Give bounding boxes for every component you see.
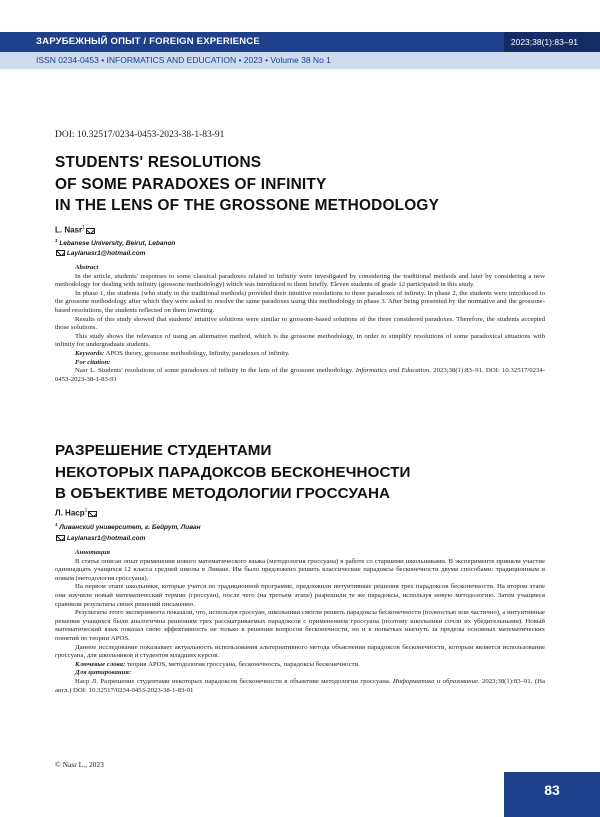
keywords <box>55 661 545 670</box>
english-affiliation <box>55 238 175 247</box>
citation-code-box <box>504 32 600 52</box>
english-author <box>55 225 95 235</box>
page-number: 83 <box>544 782 560 798</box>
author-sup: 1 <box>82 225 85 231</box>
keywords-label: Ключевые слова: <box>75 660 126 668</box>
abstract-label: Аннотация <box>75 549 110 556</box>
abstract-paragraph: Results of this study showed that students' intuitive solutions were similar to grossone-based solutions of the three considered paradoxes. Therefore, the students accepted those solutions. <box>55 315 545 332</box>
journal-section: ЗАРУБЕЖНЫЙ ОПЫТ / FOREIGN EXPERIENCE <box>36 36 260 47</box>
russian-abstract <box>55 549 545 695</box>
citation <box>55 367 545 384</box>
citation-text: Nasr L. Students' resolutions of some paradoxes of infinity in the lens of the grossone methodology. <box>75 367 354 375</box>
affiliation-sup: 1 <box>55 238 58 243</box>
affiliation-text: Ливанский университет, г. Бейрут, Ливан <box>59 524 201 532</box>
title-line: РАЗРЕШЕНИЕ СТУДЕНТАМИ <box>55 442 272 459</box>
issn-line: ISSN 0234-0453 • INFORMATICS AND EDUCATION • 2023 • Volume 38 No 1 <box>36 55 331 65</box>
affiliation-sup: 1 <box>55 522 58 527</box>
envelope-icon <box>56 250 65 256</box>
abstract-paragraph: In the article, students' responses to some classical paradoxes related to infinity were investigated by considering the traditional methods and later by considering a new methodology for dealing with infinity (grossone methodology) which was introduced to them briefly. Eleven students of grade 12 participated in this study. <box>55 272 545 289</box>
doi: DOI: 10.32517/0234-0453-2023-38-1-83-91 <box>55 130 225 140</box>
email-text: Laylanasr1@hotmail.com <box>66 535 146 542</box>
keywords <box>55 350 545 359</box>
abstract-label: Abstract <box>75 264 99 271</box>
title-line: IN THE LENS OF THE GROSSONE METHODOLOGY <box>55 197 440 214</box>
email-text: Laylanasr1@hotmail.com <box>66 250 146 257</box>
envelope-icon <box>86 228 95 234</box>
russian-affiliation <box>55 522 201 531</box>
english-email <box>55 250 145 257</box>
abstract-paragraph: Данное исследование показывает актуальность использования альтернативного метода объяснения парадоксов бесконечности, которым является использование гроссуана, для школьников и студентов младших курсов. <box>55 643 545 660</box>
citation-tail: . 2023;38(1):83–91. (На англ.) DOI: 10.32517/0234-0453-2023-38-1-83-91 <box>55 677 545 694</box>
keywords-text: APOS theory, grossone methodology, Infinity, paradoxes of infinity. <box>105 349 290 357</box>
citation-label: Для цитирования: <box>75 669 132 677</box>
abstract-paragraph: На первом этапе школьники, которые учатся по традиционной программе, предложили интуитивные решения трех парадоксов бесконечности. На втором этапе они изучили новый математический термин (гроссуан), после чего (на третьем этапе) разрешили те же парадоксы, используя новую методологию. Затем учащиеся сравнили результаты своих решений письменно. <box>55 583 545 608</box>
abstract-paragraph: В статье описан опыт применения нового математического языка (методология гроссуана) в работе со старшими школьниками. В эксперименте приняли участие одиннадцать учащихся 12 класса средней школы в Ливане. Им было предложено решить классические парадоксы бесконечности двумя способами: традиционным и новым (методология гроссуана). <box>55 557 545 582</box>
abstract-paragraph: In phase 1, the students (who study in the traditional methods) provided their intuitive resolutions to three paradoxes of infinity. In phase 2, the students were introduced to the grossone methodology after which they were asked to resolve the same paradoxes using this methodology in phase 3. After being presented by the normative and the grossone-based resolutions, the students reflected on them inwriting. <box>55 289 545 314</box>
citation-tail: . 2023;38(1):83–91. DOI: 10.32517/0234-0453-2023-38-1-83-91 <box>55 367 545 383</box>
affiliation-text: Lebanese University, Beirut, Lebanon <box>59 240 176 248</box>
title-line: STUDENTS' RESOLUTIONS <box>55 154 262 171</box>
title-line: В ОБЪЕКТИВЕ МЕТОДОЛОГИИ ГРОССУАНА <box>55 485 391 502</box>
citation <box>55 678 545 695</box>
abstract-paragraph: This study shows the relevance of using an alternative method, which is the grossone methodology, in order to simplify resolutions of some paradoxical situations with infinity for undergraduate students. <box>55 332 545 349</box>
journal-header-bar <box>0 32 600 52</box>
russian-title <box>55 440 411 505</box>
citation-label: For citation: <box>75 358 111 366</box>
russian-email <box>55 535 145 542</box>
envelope-icon <box>88 511 97 517</box>
russian-author <box>55 508 97 518</box>
envelope-icon <box>56 535 65 541</box>
keywords-text: теория APOS, методология гроссуана, бесконечность, парадоксы бесконечности. <box>126 660 360 668</box>
author-name: L. Nasr <box>55 225 83 235</box>
citation-code: 2023;38(1):83–91 <box>510 37 578 47</box>
citation-journal: Informatics and Education <box>355 367 430 375</box>
citation-text: Наср Л. Разрешение студентами некоторых парадоксов бесконечности в объективе методологии гроссуана. <box>75 677 391 685</box>
keywords-label: Keywords: <box>75 349 105 357</box>
author-name: Л. Наср <box>55 508 85 518</box>
citation-journal: Информатика и образование <box>392 677 478 685</box>
copyright: © Nasr L., 2023 <box>55 760 104 769</box>
abstract-paragraph: Результаты этого эксперимента показали, что, используя гроссуан, школьники смогли решить парадоксы бесконечности (полностью или частично), а интуитивные решения учащихся были аналогичны решениям трех рассматриваемых парадоксов с применением гроссуана (поэтому школьники сочли их убедительными). Новый математический язык показал свою эффективность не только в решении вопросов бесконечности, но и в попытках шагнуть за пределы основных математических понятий по теории APOS. <box>55 609 545 642</box>
page-number-box <box>504 772 600 817</box>
english-abstract <box>55 264 545 384</box>
english-title <box>55 152 439 217</box>
issn-bar <box>0 52 600 69</box>
title-line: OF SOME PARADOXES OF INFINITY <box>55 175 327 193</box>
title-line: НЕКОТОРЫХ ПАРАДОКСОВ БЕСКОНЕЧНОСТИ <box>55 463 411 481</box>
author-sup: 1 <box>84 508 88 514</box>
